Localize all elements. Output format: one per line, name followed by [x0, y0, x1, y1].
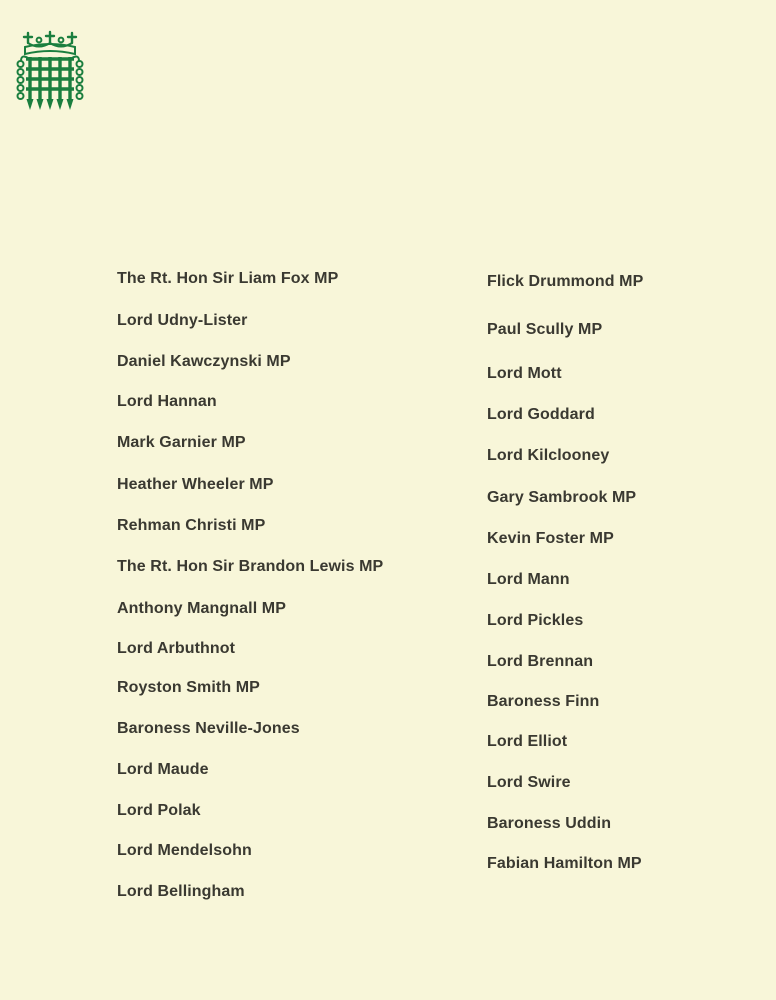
list-item: Lord Maude — [117, 761, 209, 778]
list-item: Baroness Uddin — [487, 815, 612, 832]
uk-parliament-portcullis-icon — [15, 30, 85, 114]
list-item: Lord Elliot — [487, 733, 568, 750]
list-item: Lord Mann — [487, 571, 570, 588]
list-item: Heather Wheeler MP — [117, 476, 274, 493]
list-item: Lord Mott — [487, 365, 562, 382]
list-item: Baroness Finn — [487, 693, 600, 710]
list-item: Lord Goddard — [487, 406, 595, 423]
list-item: Lord Bellingham — [117, 883, 245, 900]
list-item: The Rt. Hon Sir Liam Fox MP — [117, 270, 339, 287]
list-item: Mark Garnier MP — [117, 434, 246, 451]
list-item: Rehman Christi MP — [117, 517, 266, 534]
list-item: Baroness Neville-Jones — [117, 720, 300, 737]
list-item: Lord Mendelsohn — [117, 842, 252, 859]
list-item: Lord Kilclooney — [487, 447, 610, 464]
list-item: Lord Polak — [117, 802, 201, 819]
list-item: Lord Swire — [487, 774, 571, 791]
list-item: Lord Udny-Lister — [117, 312, 248, 329]
list-item: Lord Arbuthnot — [117, 640, 236, 657]
list-item: Royston Smith MP — [117, 679, 260, 696]
list-item: Daniel Kawczynski MP — [117, 353, 291, 370]
list-item: Lord Pickles — [487, 612, 584, 629]
list-item: Anthony Mangnall MP — [117, 600, 287, 617]
list-item: Kevin Foster MP — [487, 530, 614, 547]
list-item: Flick Drummond MP — [487, 273, 644, 290]
list-item: Fabian Hamilton MP — [487, 855, 642, 872]
list-item: Lord Brennan — [487, 653, 594, 670]
list-item: Gary Sambrook MP — [487, 489, 637, 506]
list-item: Lord Hannan — [117, 393, 217, 410]
list-item: Paul Scully MP — [487, 321, 603, 338]
list-item: The Rt. Hon Sir Brandon Lewis MP — [117, 558, 384, 575]
